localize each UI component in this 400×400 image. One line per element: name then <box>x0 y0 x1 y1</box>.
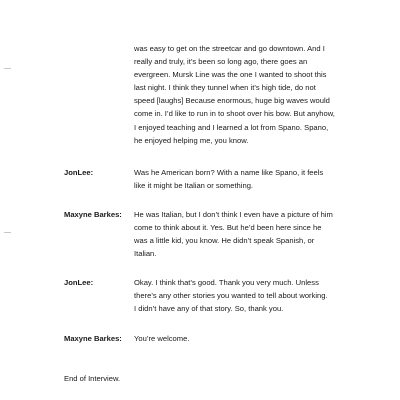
speech-text <box>134 276 396 315</box>
margin-mark <box>4 232 11 233</box>
text-line: evergreen. Mursk Line was the one I wanted to shoot this <box>134 70 327 80</box>
text-line: come to think about it. Yes. But he’d been here since he <box>134 223 322 233</box>
text-line: come in. I’d like to run in to shoot over his bow. But anyhow, <box>134 109 335 119</box>
end-of-interview: End of Interview. <box>64 374 121 383</box>
text-line: Italian. <box>134 249 157 259</box>
text-line: I didn’t have any of that story. So, thank you. <box>134 304 284 314</box>
text-line: like it might be Italian or something. <box>134 181 254 191</box>
speaker-name: Maxyne Barkes: <box>64 210 122 219</box>
text-line: last night. I think they tunnel when it’s high tide, do not <box>134 83 316 93</box>
text-line: there’s any other stories you wanted to tell about working. <box>134 291 328 301</box>
text-line: was a little kid, you know. He didn’t speak Spanish, or <box>134 236 315 246</box>
speech-text <box>134 332 396 345</box>
text-line: Okay. I think that’s good. Thank you very much. Unless <box>134 278 319 287</box>
text-line: I enjoyed teaching and I learned a lot from Spano. Spano, <box>134 122 329 132</box>
speech-text <box>134 166 396 192</box>
speaker-name: JonLee: <box>64 168 94 177</box>
text-line: He was Italian, but I don’t think I even have a picture of him <box>134 210 333 219</box>
text-line: really and truly, it’s been so long ago, there goes an <box>134 57 308 67</box>
text-line: Was he American born? With a name like Spano, it feels <box>134 168 324 177</box>
text-line: was easy to get on the streetcar and go downtown. And I <box>134 44 325 53</box>
text-line: he enjoyed helping me, you know. <box>134 135 249 145</box>
text-line: speed [laughs] Because enormous, huge big waves would <box>134 96 330 106</box>
speech-text <box>134 208 396 260</box>
speaker-name: Maxyne Barkes: <box>64 334 122 343</box>
speaker-name: JonLee: <box>64 278 94 287</box>
text-line: You’re welcome. <box>134 334 190 343</box>
speech-text <box>134 42 396 147</box>
margin-mark <box>4 68 11 69</box>
